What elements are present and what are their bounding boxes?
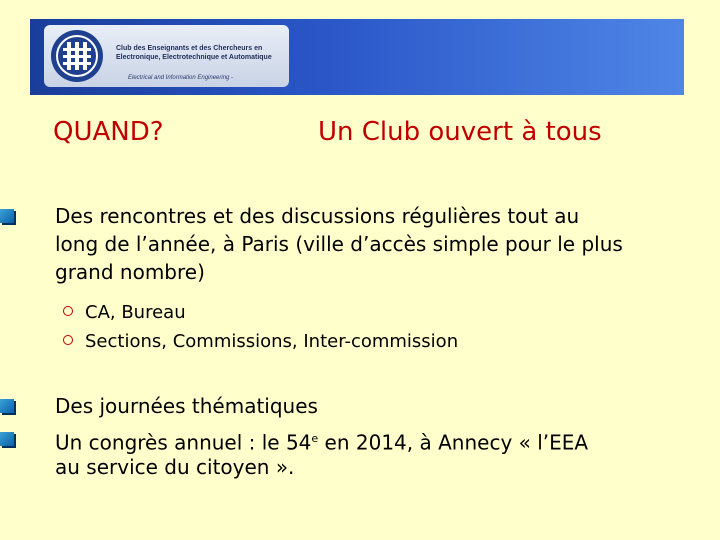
circle-bullet-icon [63, 335, 73, 345]
bullet-line: long de l’année, à Paris (ville d’accès simple pour le plus [55, 232, 623, 256]
bullet-line [55, 425, 588, 457]
square-bullet-icon [0, 399, 14, 413]
logo-subtitle: Electrical and Information Engineering - [128, 75, 234, 81]
circle-bullet-icon [63, 306, 73, 316]
sub-item [63, 328, 458, 356]
square-bullet-icon [0, 432, 14, 446]
sub-item-label: Sections, Commissions, Inter-commission [85, 331, 459, 352]
club-emblem-icon [49, 28, 105, 84]
slide-title-right: Un Club ouvert à tous [318, 117, 602, 147]
square-bullet-icon [0, 209, 14, 223]
bullet-line: Des journées thématiques [55, 394, 318, 418]
sub-item [63, 299, 186, 327]
club-logo [44, 25, 289, 87]
bullet-text: Un congrès annuel : le 54 [55, 430, 312, 455]
bullet-line: au service du citoyen ». [55, 455, 295, 479]
logo-text-line-1: Club des Enseignants et des Chercheurs en [116, 45, 263, 52]
bullet-line: Des rencontres et des discussions régulières tout au [55, 204, 580, 228]
logo-text-line-2: Electronique, Electrotechnique et Automatique [116, 54, 272, 61]
sub-item-label: CA, Bureau [85, 302, 186, 323]
bullet-line: grand nombre) [55, 260, 205, 284]
header-banner [30, 19, 684, 95]
slide-title-left: QUAND? [53, 117, 164, 147]
superscript: e [311, 432, 319, 445]
bullet-text: en 2014, à Annecy « l’EEA [318, 430, 589, 455]
